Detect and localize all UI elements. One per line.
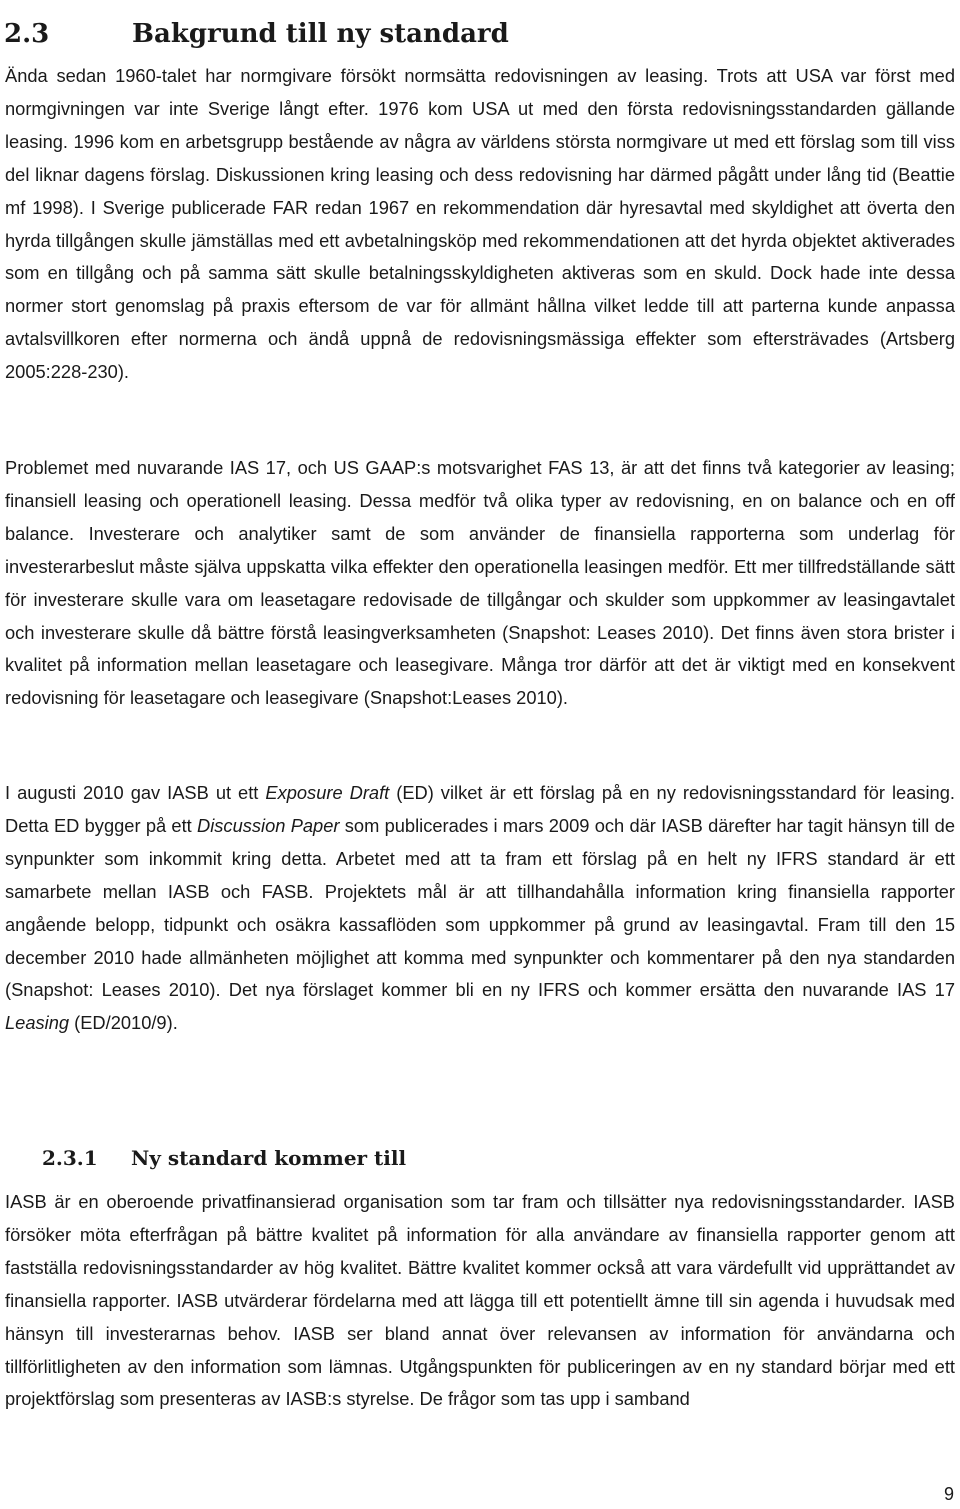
paragraph-exposure-draft — [5, 777, 955, 1040]
italic-term: Discussion Paper — [197, 814, 340, 836]
subsection-title: Ny standard kommer till — [131, 1146, 407, 1170]
section-heading — [4, 16, 509, 52]
paragraph-text: I augusti 2010 gav IASB ut ett — [5, 782, 266, 803]
page-number: 9 — [943, 1484, 954, 1504]
paragraph-text: som publicerades i mars 2009 och där IASB därefter har tagit hänsyn till de synpunkter som inkommit kring detta. Arbetet med att ta fram ett förslag på en helt ny IFRS standard är ett samarbete mellan IASB och FASB. Projektets mål är att tillhandahålla information kring finansiella rapporter angående belopp, tidpunkt och osäkra kassaflöden som uppkommer på grund av leasingavtal. Fram till den 15 december 2010 hade allmänheten möjlighet att komma med synpunkter och kommentarer på den nya standarden (Snapshot: Leases 2010). Det nya förslaget kommer bli en ny IFRS och kommer ersätta den nuvarande IAS 17 — [5, 814, 955, 1001]
paragraph-history: Ända sedan 1960-talet har normgivare försökt normsätta redovisningen av leasing. Trots att USA var först med normgivningen var inte Sverige långt efter. 1976 kom USA ut med den första redovisningsstandarden gällande leasing. 1996 kom en arbetsgrupp bestående av några av världens största normgivare ut med ett förslag som till viss del liknar dagens förslag. Diskussionen kring leasing och dess redovisning har därmed pågått under lång tid (Beattie mf 1998). I Sverige publicerade FAR redan 1967 en rekommendation där hyresavtal med skyldighet att överta den hyrda tillgången skulle jämställas med ett avbetalningsköp med rekommendationen att det hyrda objektet aktiverades som en tillgång och på samma sätt skulle betalningsskyldigheten aktiveras som en skuld. Dock hade inte dessa normer stort genomslag på praxis eftersom de var för allmänt hållna vilket ledde till att parterna kunde anpassa avtalsvillkoren efter normerna och ändå uppnå de redovisningsmässiga effekter som eftersträvades (Artsberg 2005:228-230). — [5, 65, 955, 383]
paragraph-iasb: IASB är en oberoende privatfinansierad organisation som tar fram och tillsätter nya redovisningsstandarder. IASB försöker möta efterfrågan på bättre kvalitet på information för alla användare av finansiella rapporter genom att fastställa redovisningsstandarder av hög kvalitet. Bättre kvalitet kommer också att vara värdefullt vid upprättandet av finansiella rapporter. IASB utvärderar fördelarna med att lägga till ett potentiellt ämne till sin agenda i huvudsak med hänsyn till investerarnas behov. IASB ser bland annat över relevansen av information för användarna och tillförlitligheten av den information som lämnas. Utgångspunkten för publiceringen av en ny standard börjar med ett projektförslag som presenteras av IASB:s styrelse. De frågor som tas upp i samband — [5, 1191, 955, 1410]
paragraph-text: (ED/2010/9). — [69, 1012, 178, 1034]
paragraph-problem: Problemet med nuvarande IAS 17, och US GAAP:s motsvarighet FAS 13, är att det finns två kategorier av leasing; finansiell leasing och operationell leasing. Dessa medför två olika typer av redovisning, en on balance och en off balance. Investerare och analytiker samt de som använder de finansiella rapporterna som underlag för investerarbeslut måste själva uppskatta vilka effekter den operationella leasingen medför. Ett mer tillfredställande sätt för investerare skulle vara om leasetagare redovisade de tillgångar och skulder som uppkommer av leasingavtalet och investerare skulle då bättre förstå leasingverksamheten (Snapshot: Leases 2010). Det finns även stora brister i kvalitet på information mellan leasetagare och leasegivare. Många tror därför att det är viktigt med en konsekvent redovisning för leasetagare och leasegivare (Snapshot:Leases 2010). — [5, 457, 955, 709]
italic-term: Exposure Draft — [265, 782, 390, 803]
italic-term: Leasing — [5, 1012, 70, 1034]
subsection-number: 2.3.1 — [42, 1146, 98, 1170]
paragraph-text: (ED) vilket är ett förslag på en ny redovisningsstandard för leasing. Detta ED bygger på ett — [5, 782, 955, 836]
section-title: Bakgrund till ny standard — [132, 18, 509, 49]
subsection-heading — [42, 1144, 406, 1172]
section-number: 2.3 — [4, 18, 50, 49]
